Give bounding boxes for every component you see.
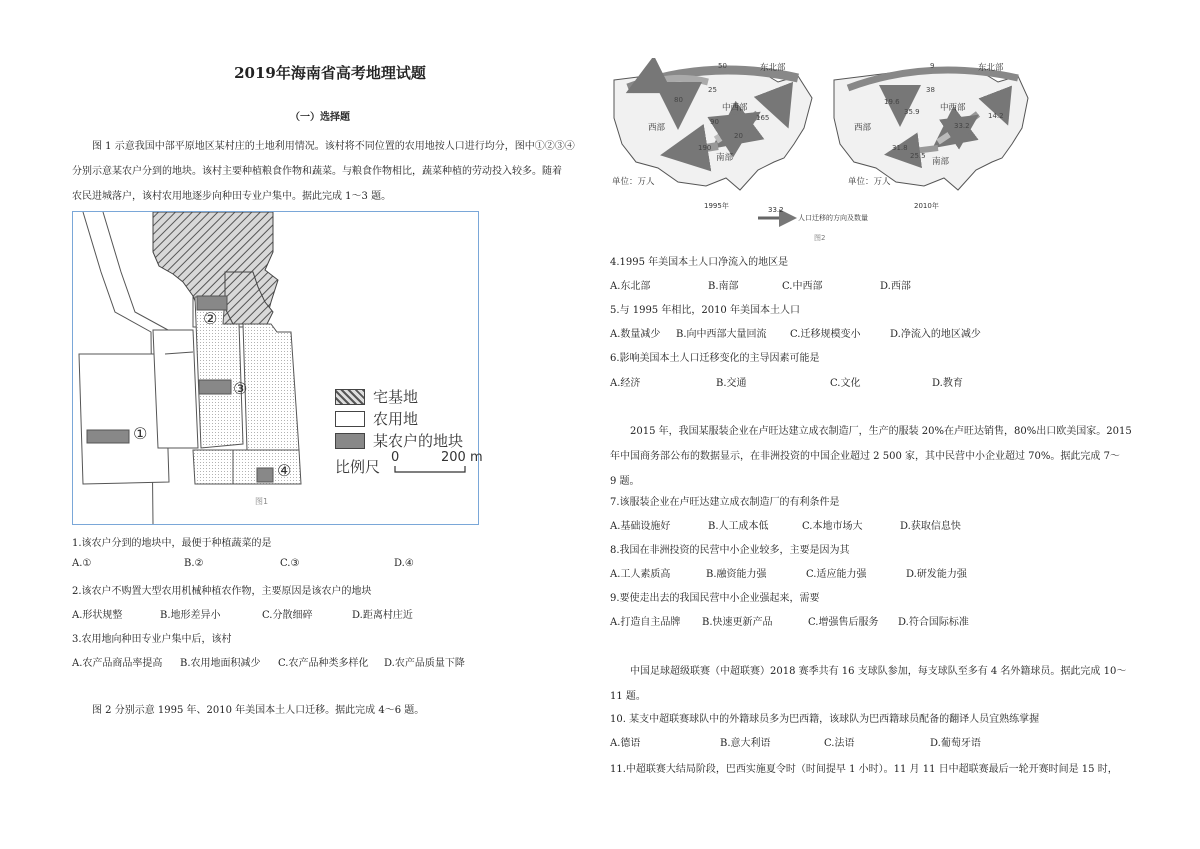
migration-value: 25 (708, 86, 717, 94)
scale-end: 200 m (441, 450, 483, 465)
plot-label-2: ② (203, 309, 218, 328)
q9-option-c[interactable]: C.增强售后服务 (808, 617, 879, 628)
question-7-stem: 7.该服装企业在卢旺达建立成衣制造厂的有利条件是 (610, 497, 840, 508)
q9-option-b[interactable]: B.快速更新产品 (702, 617, 773, 628)
q6-option-b[interactable]: B.交通 (716, 378, 747, 389)
q4-option-c[interactable]: C.中西部 (782, 281, 823, 292)
scale-label: 比例尺 (335, 458, 381, 476)
q2-option-a[interactable]: A.形状规整 (72, 610, 123, 621)
migration-value: 25.5 (910, 152, 926, 160)
q3-option-b[interactable]: B.农用地面积减少 (180, 658, 261, 669)
q1-option-a[interactable]: A.① (72, 558, 92, 569)
region-label-west: 西部 (648, 123, 666, 133)
migration-value: 31.8 (892, 144, 908, 152)
section-heading: （一）选择题 (290, 112, 350, 123)
figure-caption: 图2 (814, 234, 826, 242)
legend-homestead (335, 386, 418, 407)
plot-2 (197, 296, 227, 310)
q10-option-c[interactable]: C.法语 (824, 738, 855, 749)
intro-line: 11 题。 (610, 691, 646, 702)
q3-option-a[interactable]: A.农产品商品率提高 (72, 658, 163, 669)
q2-option-b[interactable]: B.地形差异小 (160, 610, 221, 621)
question-9-stem: 9.要使走出去的我国民营中小企业强起来，需要 (610, 593, 820, 604)
homestead-swatch (335, 389, 365, 405)
farmland-swatch (335, 411, 365, 427)
migration-value: 165 (756, 114, 770, 122)
intro-line: 分别示意某农户分到的地块。该村主要种植粮食作物和蔬菜。与粮食作物相比，蔬菜种植的劳动投入较多。随着 (72, 166, 562, 177)
q10-option-a[interactable]: A.德语 (610, 738, 641, 749)
legend-value: 33.2 (768, 206, 784, 214)
figure-1-land-use-map (72, 211, 483, 525)
q8-option-c[interactable]: C.适应能力强 (806, 569, 867, 580)
intro-line: 图 1 示意我国中部平原地区某村庄的土地利用情况。该村将不同位置的农用地按人口进行均分，图中①②③④ (92, 141, 575, 152)
q6-option-c[interactable]: C.文化 (830, 378, 861, 389)
land-use-map-svg (73, 212, 478, 524)
intro-line: 年中国商务部公布的数据显示，在非洲投资的中国企业超过 2 500 家，其中民营中小企业超过 70%。据此完成 7～ (610, 451, 1120, 462)
q7-option-c[interactable]: C.本地市场大 (802, 521, 863, 532)
q10-option-d[interactable]: D.葡萄牙语 (930, 738, 981, 749)
q2-option-d[interactable]: D.距离村庄近 (352, 610, 413, 621)
plot-label-1: ① (133, 424, 148, 443)
q8-option-b[interactable]: B.融资能力强 (706, 569, 767, 580)
region-label-south: 南部 (716, 153, 734, 163)
legend-label: 农用地 (373, 410, 419, 428)
legend-text: 人口迁移的方向及数量 (798, 214, 868, 222)
region-label-south: 南部 (932, 157, 950, 167)
region-label-west: 西部 (854, 123, 872, 133)
scale-start: 0 (391, 450, 400, 465)
legend-label: 宅基地 (373, 388, 419, 406)
migration-value: 19.6 (884, 98, 900, 106)
migration-value: 38 (926, 86, 935, 94)
q4-option-b[interactable]: B.南部 (708, 281, 739, 292)
plot-3 (199, 380, 231, 394)
q8-option-d[interactable]: D.研发能力强 (906, 569, 967, 580)
question-11-stem: 11.中超联赛大结局阶段，巴西实施夏令时（时间提早 1 小时）。11 月 11 日中超联赛最后一轮开赛时间是 15 时， (610, 764, 1118, 775)
farmland-field (153, 330, 198, 448)
q7-option-d[interactable]: D.获取信息快 (900, 521, 961, 532)
plot-label-3: ③ (233, 379, 248, 398)
q3-option-d[interactable]: D.农产品质量下降 (384, 658, 465, 669)
q1-option-b[interactable]: B.② (184, 558, 204, 569)
intro-line: 中国足球超级联赛（中超联赛）2018 赛季共有 16 支球队参加，每支球队至多有 4 名外籍球员。据此完成 10～ (630, 666, 1127, 677)
q1-option-c[interactable]: C.③ (280, 558, 300, 569)
region-label-northeast: 东北部 (978, 63, 1004, 73)
question-4-stem: 4.1995 年美国本土人口净流入的地区是 (610, 257, 789, 268)
question-2-stem: 2.该农户不购置大型农用机械种植农作物，主要原因是该农户的地块 (72, 586, 372, 597)
figure-caption: 图1 (255, 497, 269, 506)
legend-label: 某农户的地块 (373, 432, 464, 450)
q7-option-a[interactable]: A.基础设施好 (610, 521, 671, 532)
scale-bar (395, 466, 465, 472)
migration-value: 90 (710, 118, 719, 126)
plot-4 (257, 468, 273, 482)
year-label-2010: 2010年 (914, 202, 939, 210)
intro-paragraph-2: 图 2 分别示意 1995 年、2010 年美国本土人口迁移。据此完成 4～6 题。 (92, 705, 425, 716)
plot-swatch (335, 433, 365, 449)
q10-option-b[interactable]: B.意大利语 (720, 738, 771, 749)
q2-option-c[interactable]: C.分散细碎 (262, 610, 313, 621)
region-label-northeast: 东北部 (760, 63, 786, 73)
question-10-stem: 10. 某支中超联赛球队中的外籍球员多为巴西籍，该球队为巴西籍球员配备的翻译人员宜熟练掌握 (610, 714, 1040, 725)
intro-line: 农民进城落户，该村农用地逐步向种田专业户集中。据此完成 1～3 题。 (72, 191, 392, 202)
farmland-field (243, 324, 299, 450)
q3-option-c[interactable]: C.农产品种类多样化 (278, 658, 369, 669)
q4-option-a[interactable]: A.东北部 (610, 281, 651, 292)
q6-option-d[interactable]: D.教育 (932, 378, 963, 389)
question-8-stem: 8.我国在非洲投资的民营中小企业较多，主要是因为其 (610, 545, 850, 556)
unit-label: 单位：万人 (848, 177, 891, 187)
page-title: 2019年海南省高考地理试题 (234, 64, 426, 82)
q8-option-a[interactable]: A.工人素质高 (610, 569, 671, 580)
q7-option-b[interactable]: B.人工成本低 (708, 521, 769, 532)
migration-value: 20 (734, 132, 743, 140)
q9-option-a[interactable]: A.打造自主品牌 (610, 617, 681, 628)
intro-line: 2015 年，我国某服装企业在卢旺达建立成衣制造厂，生产的服装 20%在卢旺达销售，80%出口欧美国家。2015 (630, 426, 1132, 437)
legend-plot (335, 430, 463, 451)
year-label-1995: 1995年 (704, 202, 729, 210)
q9-option-d[interactable]: D.符合国际标准 (898, 617, 969, 628)
q5-option-b[interactable]: B.向中西部大量回流 (676, 329, 767, 340)
intro-line: 9 题。 (610, 476, 640, 487)
q5-option-c[interactable]: C.迁移规模变小 (790, 329, 861, 340)
figure-2-us-migration-maps (608, 58, 1030, 244)
q5-option-a[interactable]: A.数量减少 (610, 329, 661, 340)
region-label-midwest: 中西部 (940, 103, 966, 113)
q5-option-d[interactable]: D.净流入的地区减少 (890, 329, 981, 340)
region-label-midwest: 中西部 (722, 103, 748, 113)
migration-value: 33.2 (954, 122, 970, 130)
migration-maps-svg (608, 58, 1030, 244)
migration-value: 9 (930, 62, 935, 70)
question-6-stem: 6.影响美国本土人口迁移变化的主导因素可能是 (610, 353, 820, 364)
migration-value: 50 (718, 62, 727, 70)
migration-value: 14.2 (988, 112, 1004, 120)
legend-scale (335, 450, 483, 477)
question-1-stem: 1.该农户分到的地块中，最便于种植蔬菜的是 (72, 538, 272, 549)
migration-value: 35.9 (904, 108, 920, 116)
question-3-stem: 3.农用地向种田专业户集中后，该村 (72, 634, 232, 645)
migration-value: 80 (674, 96, 683, 104)
question-5-stem: 5.与 1995 年相比，2010 年美国本土人口 (610, 305, 800, 316)
q6-option-a[interactable]: A.经济 (610, 378, 641, 389)
plot-label-4: ④ (277, 461, 292, 480)
migration-value: 190 (698, 144, 712, 152)
unit-label: 单位：万人 (612, 177, 655, 187)
q1-option-d[interactable]: D.④ (394, 558, 414, 569)
plot-1 (87, 430, 129, 443)
q4-option-d[interactable]: D.西部 (880, 281, 911, 292)
legend-farmland (335, 408, 418, 429)
